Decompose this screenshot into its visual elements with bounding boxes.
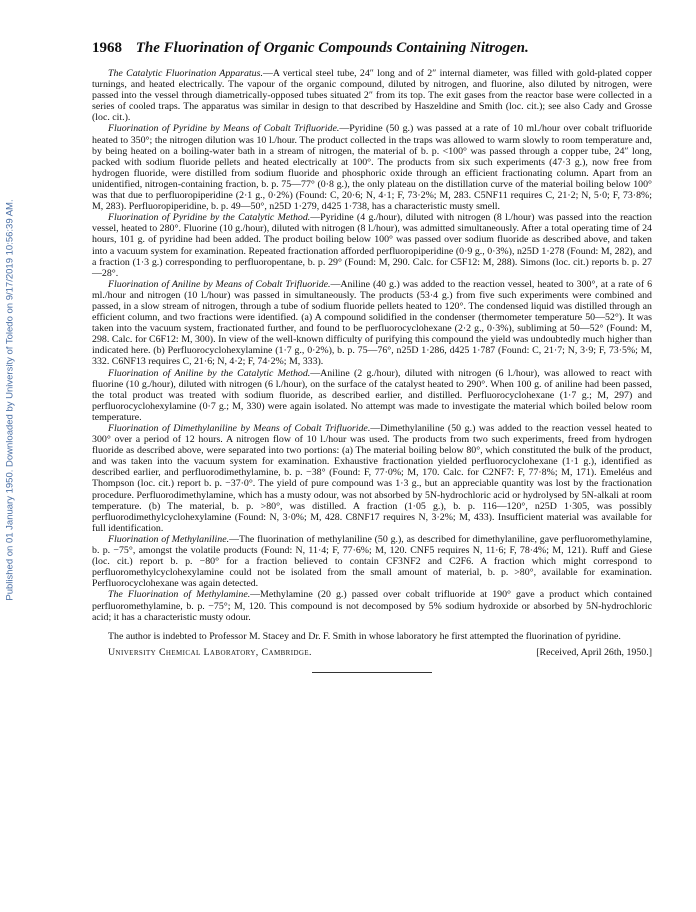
acknowledgement: The author is indebted to Professor M. Stacey and Dr. F. Smith in whose laboratory he first attempted the fluorination of pyridine. xyxy=(108,630,621,642)
page-header xyxy=(92,38,652,58)
running-title: The Fluorination of Organic Compounds Containing Nitrogen. xyxy=(135,40,529,56)
paragraph-text: —The fluorination of methylaniline (50 g.), as described for dimethylaniline, gave perfluoromethylamine, b. p. −75°, amongst the volatile products (Found: N, 11·4; F, 77·6%; M, 120. CNF5 requires N, 11·6; F, 78·4%; M, 121). Ruff and Giese (loc. cit.) report b. p. −80° for a fraction believed to contain CF3NF2 and C2F6. A fraction which might correspond to perfluoromethylcyclohexylamine could not be isolated from the small amount of material, b. p. >80°, available for examination. Perfluorocyclohexane was again detected. xyxy=(92,533,653,590)
paragraph-heading: Fluorination of Pyridine by the Catalytic Method. xyxy=(108,212,311,224)
download-watermark-strip xyxy=(0,140,20,660)
affiliation: University Chemical Laboratory, Cambridge. xyxy=(108,646,312,658)
paragraph-text: —Dimethylaniline (50 g.) was added to the reaction vessel heated to 300° over a period of 12 hours. A nitrogen flow of 10 l./hour was used. The products from two such experiments, freed from hydrogen fluoride as described above, were separated into two portions: (a) The material boiling below 80°, which constituted the bulk of the product, and was taken into the vacuum system for examination. Exhaustive fractionation yielded perfluorocyclohexane (1·1 g.), identified as described earlier, and perfluorodimethylamine, b. p. −38° (Found: F, 77·0%; M, 170. Calc. for C2NF7: F, 77·8%; M, 171). Emeléus and Thompson (loc. cit.) report b. p. −37·0°. The yield of pure compound was 1·3 g., but an appreciable quantity was lost by the fractionation procedure. Perfluorodimethylamine, which has a musty odour, was not absorbed by 5N-hydrochloric acid or hydrolysed by 5N-alkali at room temperature. (b) The material, b. p. >80°, was distilled. A fraction (1·05 g.), b. p. 116—120°, n25D 1·305, was possibly perfluorodimethylcyclohexylamine (Found: N, 3·0%; M, 428. C8NF17 requires N, 3·2%; M, 433). Insufficient material was available for full identification. xyxy=(92,423,653,534)
paragraph-heading: The Catalytic Fluorination Apparatus. xyxy=(108,68,263,79)
paragraph-pyridine-cobalt xyxy=(92,123,652,212)
paragraph-methylamine xyxy=(92,589,652,622)
article-body xyxy=(92,68,652,642)
paragraph-heading: Fluorination of Dimethylaniline by Means of Cobalt Trifluoride. xyxy=(108,423,371,434)
received-date: [Received, April 26th, 1950.] xyxy=(536,646,652,658)
paragraph-aniline-catalytic xyxy=(92,368,652,423)
paragraph-heading: Fluorination of Aniline by Means of Cobalt Trifluoride. xyxy=(108,278,331,290)
paragraph-text: —A vertical steel tube, 24″ long and of 2″ internal diameter, was filled with gold-plated copper turnings, and heated electrically. The vapour of the organic compound, diluted by nitrogen, and fluorine, also diluted by nitrogen, were passed into the vessel through diametrically-opposed tubes situated 2″ from its top. The exit gases from the reactor base were collected in a series of cooled traps. The apparatus was similar in design to that described by Haszeldine and Smith (loc. cit.); see also Cady and Grosse (loc. cit.). xyxy=(92,68,652,124)
paragraph-dimethylaniline xyxy=(92,423,652,534)
article-footer xyxy=(92,647,652,658)
paragraph-heading: Fluorination of Aniline by the Catalytic Method. xyxy=(108,367,311,379)
paragraph-apparatus xyxy=(92,68,652,123)
page-number: 1968 xyxy=(92,40,122,56)
paragraph-text: —Pyridine (50 g.) was passed at a rate of 10 ml./hour over cobalt trifluoride heated to 350°; the nitrogen dilution was 10 l./hour. The product collected in the traps was allowed to warm slowly to room temperature and, by being heated on a boiling-water bath in a stream of nitrogen, the material of b. p. <100° was passed through a copper tube, 24″ long, packed with sodium fluoride pellets and heated electrically at 100°. The products from six such experiments (47·3 g.), now free from hydrogen fluoride, were distilled from sodium fluoride and phosphoric oxide through an efficient fractionating column. Apart from an unidentified, nitrogen-containing fraction, b. p. 75—77° (0·8 g.), the only plateau on the distillation curve of the material boiling below 100° was that due to perfluoropiperidine (2·1 g., 0·2%) (Found: C, 20·6; N, 4·1; F, 73·2%; M, 283. C5NF11 requires C, 21·2; N, 5·0; F, 73·8%; M, 283). Perfluoropiperidine, b. p. 49—50°, n25D 1·279, d425 1·738, has a characteristic musty smell. xyxy=(92,123,652,213)
paragraph-text: —Aniline (2 g./hour), diluted with nitrogen (6 l./hour), was allowed to react with fluorine (10 g./hour), diluted with nitrogen (6 l./hour), on the surface of the catalyst heated to 290°. When 100 g. of aniline had been passed, the total product was treated with sodium fluoride, as described earlier, and distilled. Perfluorocyclohexane (1·7 g.; M, 297) and perfluorocyclohexylamine (0·7 g.; M, 330) were again isolated. No attempt was made to investigate the material which boiled below room temperature. xyxy=(92,367,652,423)
download-watermark-text: Published on 01 January 1950. Downloaded by University of Toledo on 9/17/2019 10:56:39 AM. xyxy=(4,199,16,601)
paragraph-methylaniline xyxy=(92,534,652,589)
paragraph-heading: Fluorination of Methylaniline. xyxy=(108,533,230,545)
paragraph-pyridine-catalytic xyxy=(92,212,652,279)
paragraph-text: —Aniline (40 g.) was added to the reaction vessel, heated to 300°, at a rate of 6 ml./hour and nitrogen (10 l./hour) was passed in simultaneously. The products (53·4 g.) from five such experiments were combined and passed, in a slow stream of nitrogen, through a tube of sodium fluoride pellets heated to 120°. The condensed liquid was distilled through an efficient column, and two fractions were identified. (a) A compound solidified in the condenser (thermometer temperature 50—52°). It was taken into the vacuum system, fractionated further, and found to be perfluorocyclohexane (2·2 g., 0·3%), subliming at 50—52° (Found: M, 298. Calc. for C6F12: M, 300). In view of the well-known difficulty of purifying this compound the yield was undoubtedly much higher than indicated here. (b) Perfluorocyclohexylamine (1·7 g., 0·2%), b. p. 75—76°, n25D 1·286, d425 1·787 (Found: C, 21·7; N, 3·9; F, 73·5%; M, 332. C6NF13 requires C, 21·6; N, 4·2; F, 74·2%; M, 333). xyxy=(92,278,653,368)
paragraph-text: —Pyridine (4 g./hour), diluted with nitrogen (8 l./hour) was passed into the reaction vessel, heated to 280°. Fluorine (10 g./hour), diluted with nitrogen (8 l./hour), was admitted simultaneously. After a total operating time of 24 hours, 101 g. of pyridine had been added. The product boiling below 100° was passed over sodium fluoride as described above, and taken into a vacuum system for examination. Repeated fractionation afforded perfluoropiperidine (0·9 g., 0·3%), n25D 1·278 (Found: M, 282), and a fraction (1·3 g.) corresponding to perfluoropentane, b. p. 29° (Found: M, 290. Calc. for C5F12: M, 288). Simons (loc. cit.) reports b. p. 27—28°. xyxy=(92,212,652,279)
paragraph-heading: The Fluorination of Methylamine. xyxy=(108,589,251,601)
paragraph-text: —Methylamine (20 g.) passed over cobalt trifluoride at 190° gave a product which contained perfluoromethylamine, b. p. −75°; M, 120. This compound is not decomposed by 5% sodium hydroxide or absorbed by 5N-hydrochloric acid; it has a characteristic musty odour. xyxy=(92,589,652,623)
paragraph-aniline-cobalt xyxy=(92,279,652,368)
paragraph-heading: Fluorination of Pyridine by Means of Cobalt Trifluoride. xyxy=(108,123,340,135)
journal-page xyxy=(92,38,652,673)
end-rule xyxy=(312,672,432,673)
